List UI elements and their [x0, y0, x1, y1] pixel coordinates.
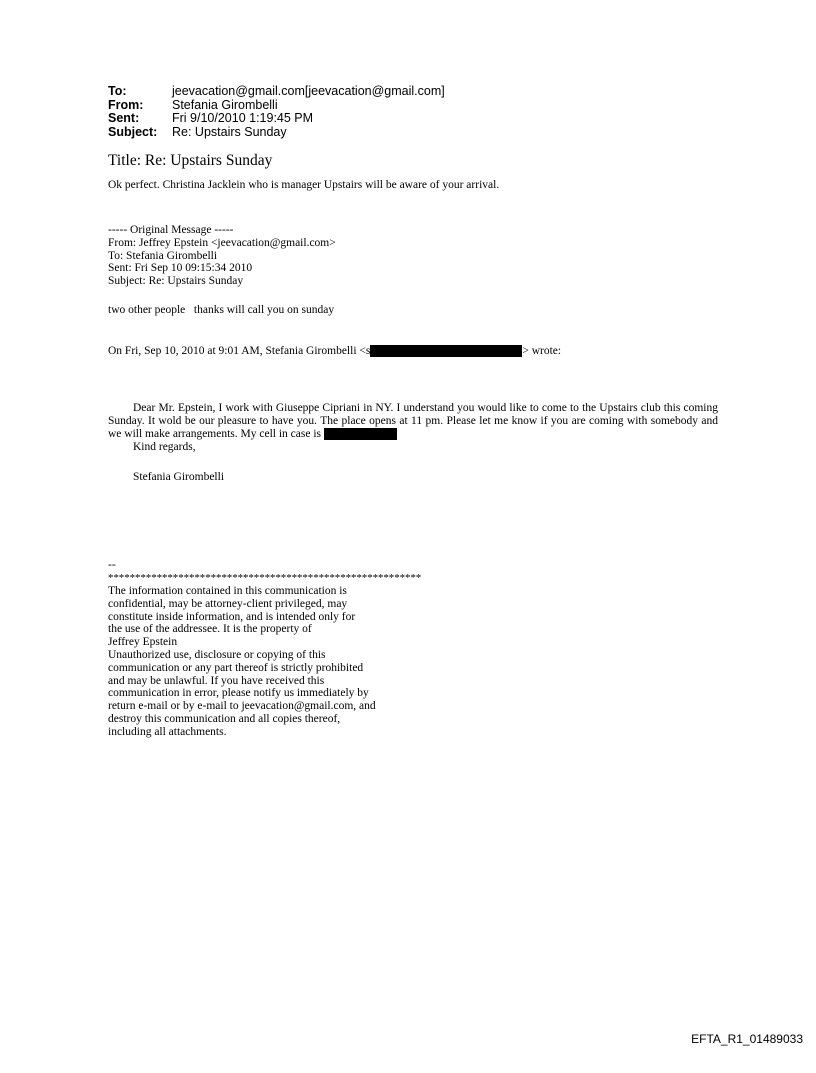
- header-value: jeevacation@gmail.com[jeevacation@gmail.com]: [172, 84, 445, 98]
- header-value: Fri 9/10/2010 1:19:45 PM: [172, 111, 314, 125]
- header-from: [108, 99, 445, 113]
- disclaimer-line: Unauthorized use, disclosure or copying of this: [108, 648, 326, 661]
- disclaimer-line: communication or any part thereof is strictly prohibited: [108, 661, 364, 674]
- quote-intro-text: On Fri, Sep 10, 2010 at 9:01 AM, Stefania Girombelli <s: [108, 345, 371, 357]
- asterisk-divider: **********************************************************: [108, 572, 422, 584]
- header-sent: [108, 112, 445, 126]
- signature: Stefania Girombelli: [133, 471, 225, 483]
- header-value: Stefania Girombelli: [172, 97, 278, 112]
- disclaimer-line: confidential, may be attorney-client privileged, may: [108, 597, 348, 610]
- disclaimer-line: including all attachments.: [108, 725, 227, 738]
- closing: Kind regards,: [133, 441, 196, 453]
- header-label: Sent:: [108, 111, 140, 125]
- original-line: Sent: Fri Sep 10 09:15:34 2010: [108, 262, 253, 275]
- original-line: To: Stefania Girombelli: [108, 249, 218, 262]
- header-to: [108, 85, 445, 99]
- document-id: EFTA_R1_01489033: [691, 1032, 803, 1046]
- disclaimer: [108, 585, 376, 739]
- original-message-header: [108, 224, 336, 288]
- disclaimer-line: and may be unlawful. If you have received this: [108, 674, 325, 687]
- quoted-body: [108, 402, 718, 440]
- redaction-box: [324, 428, 397, 440]
- disclaimer-line: The information contained in this communication is: [108, 585, 347, 597]
- header-value: Re: Upstairs Sunday: [172, 124, 287, 139]
- reply2-text: two other people thanks will call you on sunday: [108, 304, 335, 316]
- original-line: ----- Original Message -----: [108, 224, 234, 236]
- original-line: Subject: Re: Upstairs Sunday: [108, 275, 244, 288]
- disclaimer-line: the use of the addressee. It is the property of: [108, 623, 312, 636]
- disclaimer-line: destroy this communication and all copies thereof,: [108, 712, 341, 725]
- header-label: Subject:: [108, 124, 158, 139]
- header-subject: [108, 126, 445, 140]
- signature-dash: --: [108, 559, 116, 571]
- header-label: To:: [108, 84, 127, 98]
- disclaimer-line: constitute inside information, and is intended only for: [108, 610, 356, 623]
- quoted-body-text: Dear Mr. Epstein, I work with Giuseppe Cipriani in NY. I understand you would like to come to the Upstairs club this coming Sunday. It wold be our pleasure to have you. The place opens at 11 pm. Please let me know if you are coming with somebody and we will make arrangements. My cell in case is: [108, 402, 718, 440]
- disclaimer-line: return e-mail or by e-mail to jeevacation@gmail.com, and: [108, 700, 376, 713]
- disclaimer-line: communication in error, please notify us immediately by: [108, 687, 369, 700]
- quote-intro: [108, 345, 561, 358]
- header-label: From:: [108, 97, 144, 112]
- quote-intro-text: > wrote:: [522, 345, 562, 357]
- email-header: [108, 85, 445, 139]
- email-title: Title: Re: Upstairs Sunday: [108, 152, 273, 169]
- reply-text: Ok perfect. Christina Jacklein who is manager Upstairs will be aware of your arrival.: [108, 179, 500, 191]
- redaction-box: [370, 345, 522, 357]
- original-line: From: Jeffrey Epstein <jeevacation@gmail.com>: [108, 236, 336, 249]
- disclaimer-line: Jeffrey Epstein: [108, 636, 178, 649]
